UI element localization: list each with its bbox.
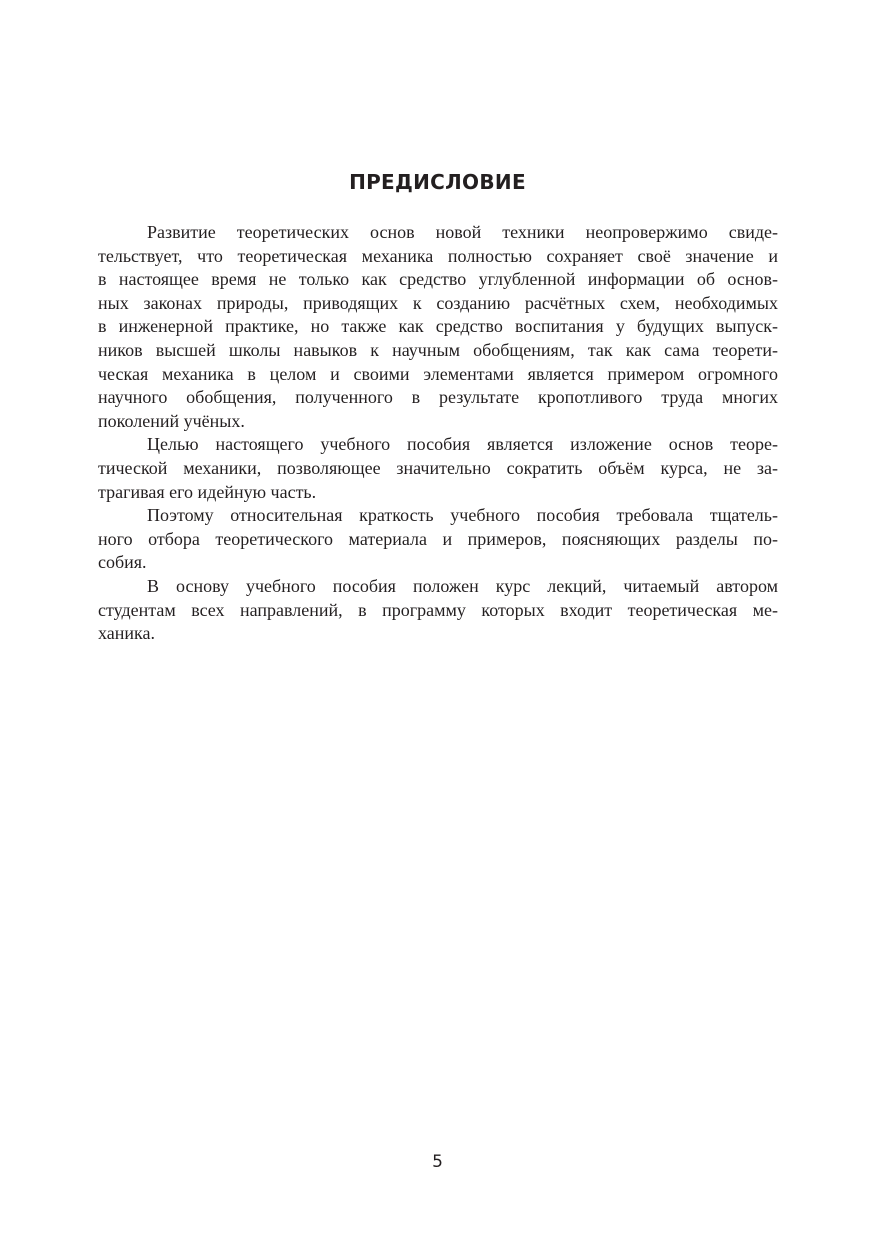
- text-line: трагивая его идейную часть.: [98, 481, 317, 502]
- text-line: ханика.: [98, 623, 155, 644]
- text-line: в инженерной практике, но также как средство воспитания у будущих выпуск-: [98, 316, 778, 337]
- text-line: Целью настоящего учебного пособия является изложение основ теоре-: [147, 434, 778, 455]
- text-line: тельствует, что теоретическая механика полностью сохраняет своё значение и: [98, 245, 778, 266]
- text-line: ческая механика в целом и своими элементами является примером огромного: [98, 363, 778, 384]
- text-line: поколений учёных.: [98, 410, 245, 431]
- text-line: научного обобщения, полученного в результате кропотливого труда многих: [98, 387, 778, 408]
- page-number: 5: [432, 1152, 443, 1172]
- text-line: тической механики, позволяющее значительно сократить объём курса, не за-: [98, 457, 778, 478]
- text-line: Поэтому относительная краткость учебного пособия требовала тщатель-: [147, 505, 778, 526]
- text-line: ных законах природы, приводящих к созданию расчётных схем, необходимых: [98, 292, 778, 313]
- preface-body: [98, 221, 778, 646]
- text-line: ников высшей школы навыков к научным обобщениям, так как сама теорети-: [98, 339, 778, 360]
- text-line: в настоящее время не только как средство углубленной информации об основ-: [98, 269, 778, 290]
- text-line: Развитие теоретических основ новой техники неопровержимо свиде-: [147, 222, 778, 242]
- paragraph-1: [98, 221, 778, 433]
- text-line: ного отбора теоретического материала и примеров, поясняющих разделы по-: [98, 528, 778, 549]
- paragraph-2: [98, 433, 778, 504]
- text-line: В основу учебного пособия положен курс лекций, читаемый автором: [147, 575, 778, 596]
- page-title: ПРЕДИСЛОВИЕ: [349, 170, 526, 194]
- text-line: студентам всех направлений, в программу которых входит теоретическая ме-: [98, 599, 778, 620]
- paragraph-3: [98, 504, 778, 575]
- text-line: собия.: [98, 552, 147, 573]
- paragraph-4: [98, 575, 778, 646]
